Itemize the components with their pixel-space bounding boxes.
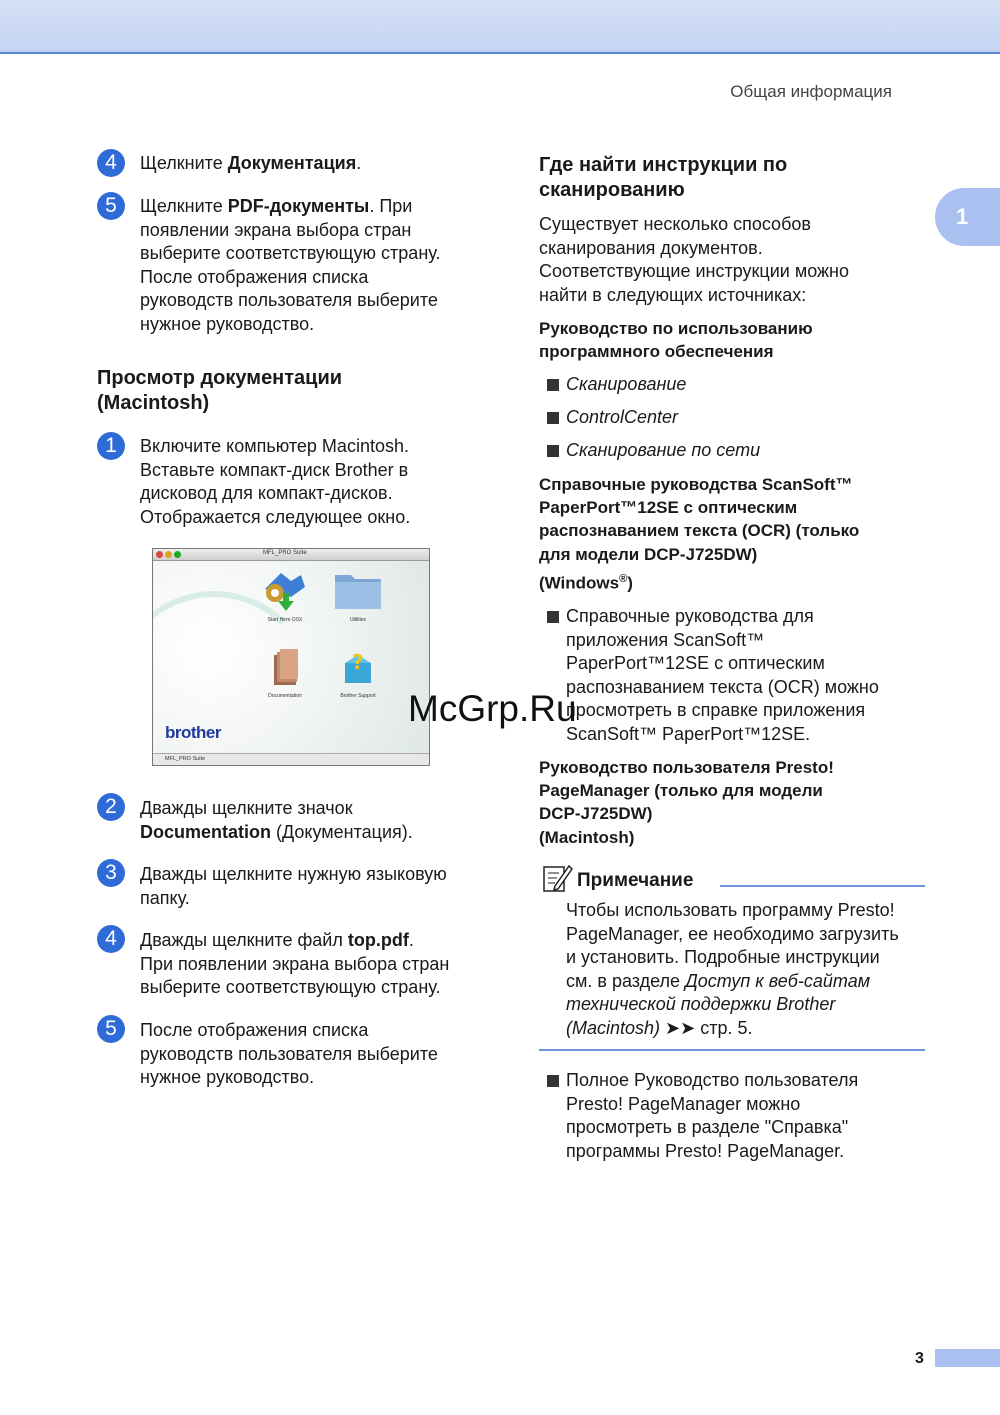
line: распознаванием текста (OCR) (только [539, 521, 860, 541]
line: дисковод для компакт-дисков. [140, 483, 393, 503]
text: (Windows [539, 573, 620, 593]
line: Вставьте компакт-диск Brother в [140, 459, 409, 480]
step-text [140, 863, 447, 910]
line: руководств пользователя выберите [140, 290, 438, 310]
list-item: Сканирование [566, 374, 687, 394]
text: Щелкните [140, 153, 228, 173]
bold-text: Documentation [140, 821, 272, 842]
bullet-icon [547, 445, 559, 457]
line [539, 568, 859, 595]
icon-label: Start Here OSX [267, 617, 303, 623]
note-rule [720, 885, 925, 887]
line: появлении экрана выбора стран [140, 219, 412, 240]
line: Справочные руководства ScanSoft™ [539, 475, 853, 494]
line: выберите соответствующую страну. [140, 977, 441, 997]
line: Где найти инструкции по [539, 154, 788, 176]
icon-label: Documentation [268, 693, 302, 699]
line [140, 929, 449, 953]
text: . При [369, 196, 413, 216]
documentation-icon [271, 649, 301, 689]
close-dot-icon [156, 551, 163, 558]
top-band [0, 0, 1000, 54]
line [140, 195, 440, 219]
step-number: 5 [97, 192, 125, 220]
link-text[interactable]: Доступ к веб-сайтам [685, 970, 871, 991]
link-text[interactable]: (Macintosh) [566, 1017, 661, 1038]
line: DCP-J725DW) [539, 804, 653, 824]
line: При появлении экрана выбора стран [140, 953, 450, 974]
step-number: 4 [97, 925, 125, 953]
text: Дважды щелкните файл [140, 930, 348, 950]
text: стр. 5. [695, 1017, 753, 1038]
brother-support-icon [341, 649, 375, 687]
watermark: McGrp.Ru [408, 688, 577, 729]
note-pencil-icon [541, 862, 573, 894]
line: (Macintosh) [97, 392, 210, 414]
status-text: MFL_PRO Suite [165, 756, 206, 762]
line: нужное руководство. [140, 313, 315, 334]
line: и установить. Подробные инструкции [566, 947, 880, 967]
window-title: MFL_PRO Suite [263, 550, 307, 556]
text: ) [627, 573, 633, 593]
icon-label: Utilities [349, 617, 367, 623]
arrows-icon: ➤➤ [665, 1017, 696, 1038]
line: Справочные руководства для [566, 606, 814, 626]
bold-text: Документация [227, 153, 357, 173]
intro-paragraph [539, 213, 849, 307]
line: Просмотр документации [97, 367, 343, 389]
line: руководств пользователя выберите [140, 1043, 438, 1064]
step-text [140, 1019, 438, 1090]
line: После отображения списка [140, 1020, 369, 1040]
line: найти в следующих источниках: [539, 284, 807, 305]
step-number: 2 [97, 793, 125, 821]
note-title: Примечание [577, 870, 694, 891]
window-body [153, 561, 429, 753]
line [566, 970, 899, 994]
line: PageManager, ее необходимо загрузить [566, 923, 899, 944]
line: программного обеспечения [539, 342, 774, 362]
bullet-icon [547, 611, 559, 623]
section-heading [97, 366, 342, 416]
text: (Документация). [271, 821, 413, 842]
line: просмотреть в разделе "Справка" [566, 1117, 849, 1137]
line: Дважды щелкните нужную языковую [140, 864, 447, 884]
line: Руководство пользователя Presto! [539, 758, 834, 777]
page-tab [935, 1349, 1000, 1367]
line: ScanSoft™ PaperPort™12SE. [566, 723, 811, 744]
chapter-number: 1 [956, 204, 969, 229]
bullet-icon [547, 379, 559, 391]
line: папку. [140, 887, 190, 908]
bold-text: PDF-документы [227, 196, 370, 216]
text: Щелкните [140, 196, 228, 216]
step-text [140, 797, 413, 844]
line: просмотреть в справке приложения [566, 700, 866, 720]
line: распознаванием текста (OCR) можно [566, 676, 879, 697]
step-text [140, 152, 361, 176]
page-number: 3 [915, 1350, 924, 1367]
line: Отображается следующее окно. [140, 506, 411, 527]
line: Полное Руководство пользователя [566, 1070, 859, 1090]
bullet-icon [547, 412, 559, 424]
line: сканирования документов. [539, 237, 763, 258]
line: После отображения списка [140, 266, 369, 287]
line: PaperPort™12SE с оптическим [539, 498, 798, 518]
icon-label: Brother Support [340, 693, 376, 699]
line: сканированию [539, 179, 685, 201]
step-number: 5 [97, 1015, 125, 1043]
list-item [566, 1069, 858, 1163]
line: нужное руководство. [140, 1067, 315, 1087]
section-heading [539, 153, 787, 203]
line: выберите соответствующую страну. [140, 243, 441, 263]
line [140, 821, 413, 845]
brother-logo: brother [165, 723, 221, 742]
list-item [566, 605, 879, 746]
subheading [539, 756, 834, 849]
line: Включите компьютер Macintosh. [140, 436, 409, 456]
line: Дважды щелкните значок [140, 798, 353, 818]
mfl-pro-suite-screenshot [152, 548, 430, 766]
line: PageManager (только для модели [539, 781, 823, 801]
line: Presto! PageManager можно [566, 1093, 801, 1114]
registered-mark: ® [619, 572, 628, 585]
list-item: Сканирование по сети [566, 440, 761, 460]
subheading [539, 317, 813, 363]
step-text [140, 195, 440, 336]
line: Соответствующие инструкции можно [539, 261, 849, 281]
line: Чтобы использовать программу Presto! [566, 900, 895, 920]
start-here-icon [261, 567, 309, 615]
line [566, 1017, 899, 1041]
chapter-tab [935, 188, 1000, 246]
status-bar [153, 753, 429, 766]
line: приложения ScanSoft™ [566, 629, 765, 650]
line: для модели DCP-J725DW) [539, 544, 758, 564]
line: PaperPort™12SE с оптическим [566, 653, 825, 673]
step-number: 4 [97, 149, 125, 177]
zoom-dot-icon [174, 551, 181, 558]
section-header: Общая информация [730, 82, 892, 101]
note-body [566, 899, 899, 1040]
text: . [356, 153, 362, 173]
line: Существует несколько способов [539, 214, 811, 234]
svg-text:?: ? [352, 650, 364, 674]
note-bottom-rule [539, 1049, 925, 1051]
subheading [539, 473, 859, 595]
bullet-icon [547, 1075, 559, 1087]
list-item: ControlCenter [566, 407, 679, 427]
line: программы Presto! PageManager. [566, 1140, 845, 1161]
text: . [408, 930, 414, 950]
step-text [140, 435, 410, 529]
link-text[interactable]: технической поддержки Brother [566, 994, 836, 1014]
step-number: 1 [97, 432, 125, 460]
line: (Macintosh) [539, 827, 635, 847]
step-number: 3 [97, 859, 125, 887]
bold-text: top.pdf [347, 930, 409, 950]
line: Руководство по использованию [539, 319, 813, 338]
folder-icon [333, 569, 383, 611]
step-text [140, 929, 449, 1000]
window-titlebar [153, 549, 429, 561]
minimize-dot-icon [165, 551, 172, 558]
text: см. в разделе [566, 970, 686, 991]
